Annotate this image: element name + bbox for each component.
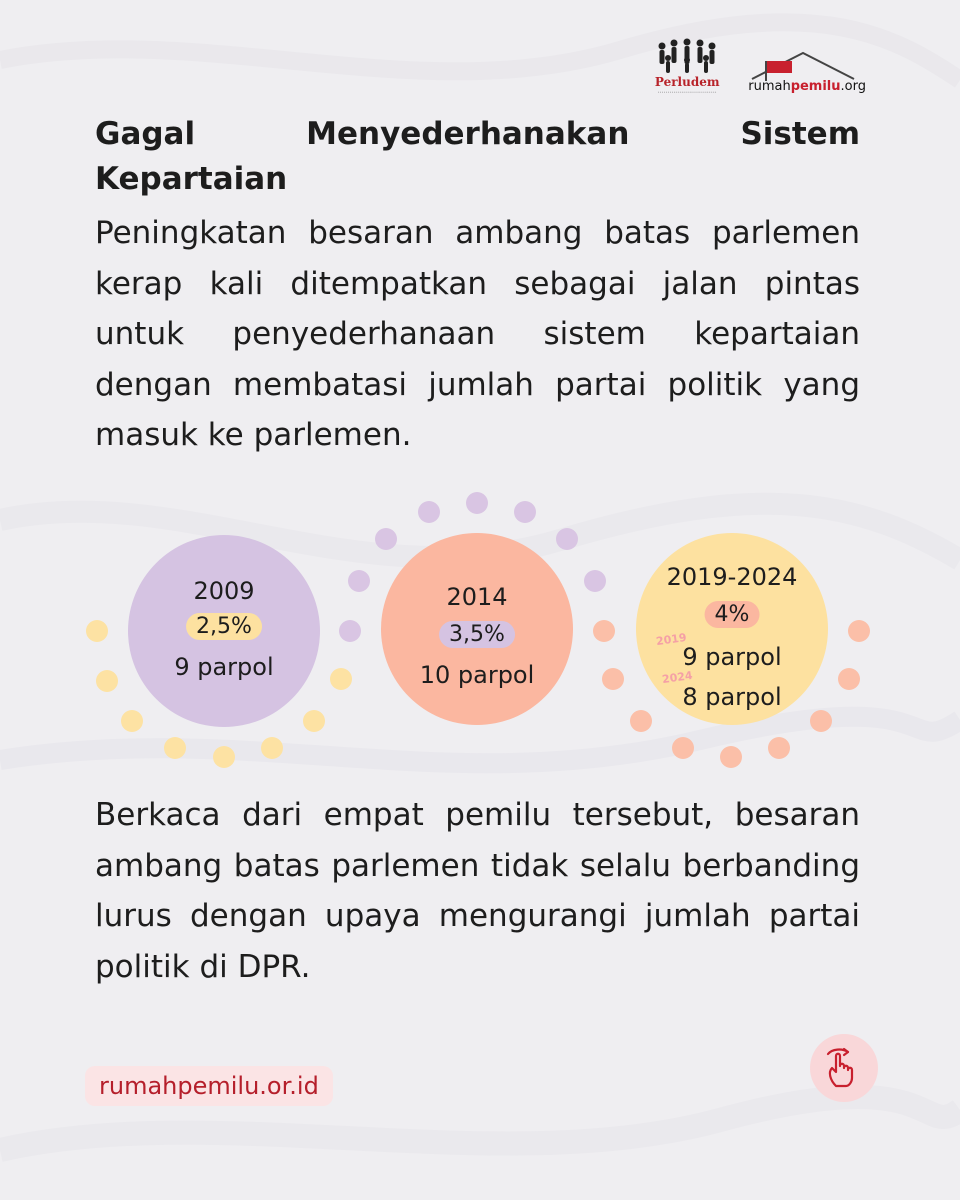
yellow-dot bbox=[330, 668, 352, 690]
orange-dot bbox=[672, 737, 694, 759]
rumahpemilu-bold: pemilu bbox=[790, 79, 841, 94]
rumahpemilu-suffix: .org bbox=[840, 79, 866, 94]
website-link[interactable]: rumahpemilu.or.id bbox=[85, 1066, 333, 1106]
orange-dot bbox=[593, 620, 615, 642]
purple-dot bbox=[556, 528, 578, 550]
people-circle-icon bbox=[654, 38, 720, 74]
yellow-dot bbox=[164, 737, 186, 759]
orange-dot bbox=[720, 746, 742, 768]
threshold-badge: 3,5% bbox=[439, 621, 515, 648]
purple-dot bbox=[584, 570, 606, 592]
header-logos bbox=[654, 38, 866, 94]
perludem-tagline: •••••••••••••••••••••••••••••• bbox=[657, 90, 717, 94]
conclusion-paragraph: Berkaca dari empat pemilu tersebut, besaran ambang batas parlemen tidak selalu berbanding lurus dengan upaya mengurangi jumlah partai politik di DPR. bbox=[95, 797, 860, 985]
threshold-badge: 2,5% bbox=[186, 613, 262, 640]
party-count: 9 parpol bbox=[174, 653, 274, 681]
house-roof-icon bbox=[748, 49, 858, 83]
perludem-logo bbox=[654, 38, 720, 94]
election-2019-2024-circle bbox=[636, 533, 828, 725]
swipe-hand-icon[interactable] bbox=[810, 1034, 878, 1102]
rumahpemilu-prefix: rumah bbox=[748, 79, 791, 94]
yellow-dot bbox=[96, 670, 118, 692]
purple-dot bbox=[348, 570, 370, 592]
rumahpemilu-wordmark bbox=[748, 79, 866, 94]
party-count: 10 parpol bbox=[419, 661, 535, 689]
purple-dot bbox=[339, 620, 361, 642]
page-title: Gagal Menyederhanakan Sistem Kepartaian bbox=[95, 116, 860, 197]
election-year: 2019-2024 bbox=[666, 563, 798, 591]
hand-pointer-icon bbox=[822, 1046, 866, 1090]
election-year: 2009 bbox=[193, 577, 255, 605]
intro-paragraph: Peningkatan besaran ambang batas parlemen kerap kali ditempatkan sebagai jalan pintas untuk penyederhanaan sistem kepartaian dengan membatasi jumlah partai politik yang masuk ke parlemen. bbox=[95, 215, 860, 453]
purple-dot bbox=[418, 501, 440, 523]
orange-dot bbox=[838, 668, 860, 690]
rumahpemilu-logo bbox=[748, 49, 866, 94]
year-tag-2024: 2024 bbox=[661, 668, 694, 687]
orange-dot bbox=[602, 668, 624, 690]
yellow-dot bbox=[261, 737, 283, 759]
orange-dot bbox=[630, 710, 652, 732]
yellow-dot bbox=[86, 620, 108, 642]
party-count-2024: 8 parpol bbox=[682, 683, 782, 711]
orange-dot bbox=[810, 710, 832, 732]
yellow-dot bbox=[303, 710, 325, 732]
orange-dot bbox=[848, 620, 870, 642]
party-count-2019: 9 parpol bbox=[682, 643, 782, 671]
perludem-name: Perludem bbox=[654, 75, 720, 89]
election-year: 2014 bbox=[446, 583, 508, 611]
purple-dot bbox=[466, 492, 488, 514]
purple-dot bbox=[514, 501, 536, 523]
threshold-badge: 4% bbox=[705, 601, 760, 628]
purple-dot bbox=[375, 528, 397, 550]
yellow-dot bbox=[121, 710, 143, 732]
yellow-dot bbox=[213, 746, 235, 768]
year-tag-2019: 2019 bbox=[655, 630, 688, 649]
orange-dot bbox=[768, 737, 790, 759]
election-2009-circle bbox=[128, 535, 320, 727]
election-2014-circle bbox=[381, 533, 573, 725]
